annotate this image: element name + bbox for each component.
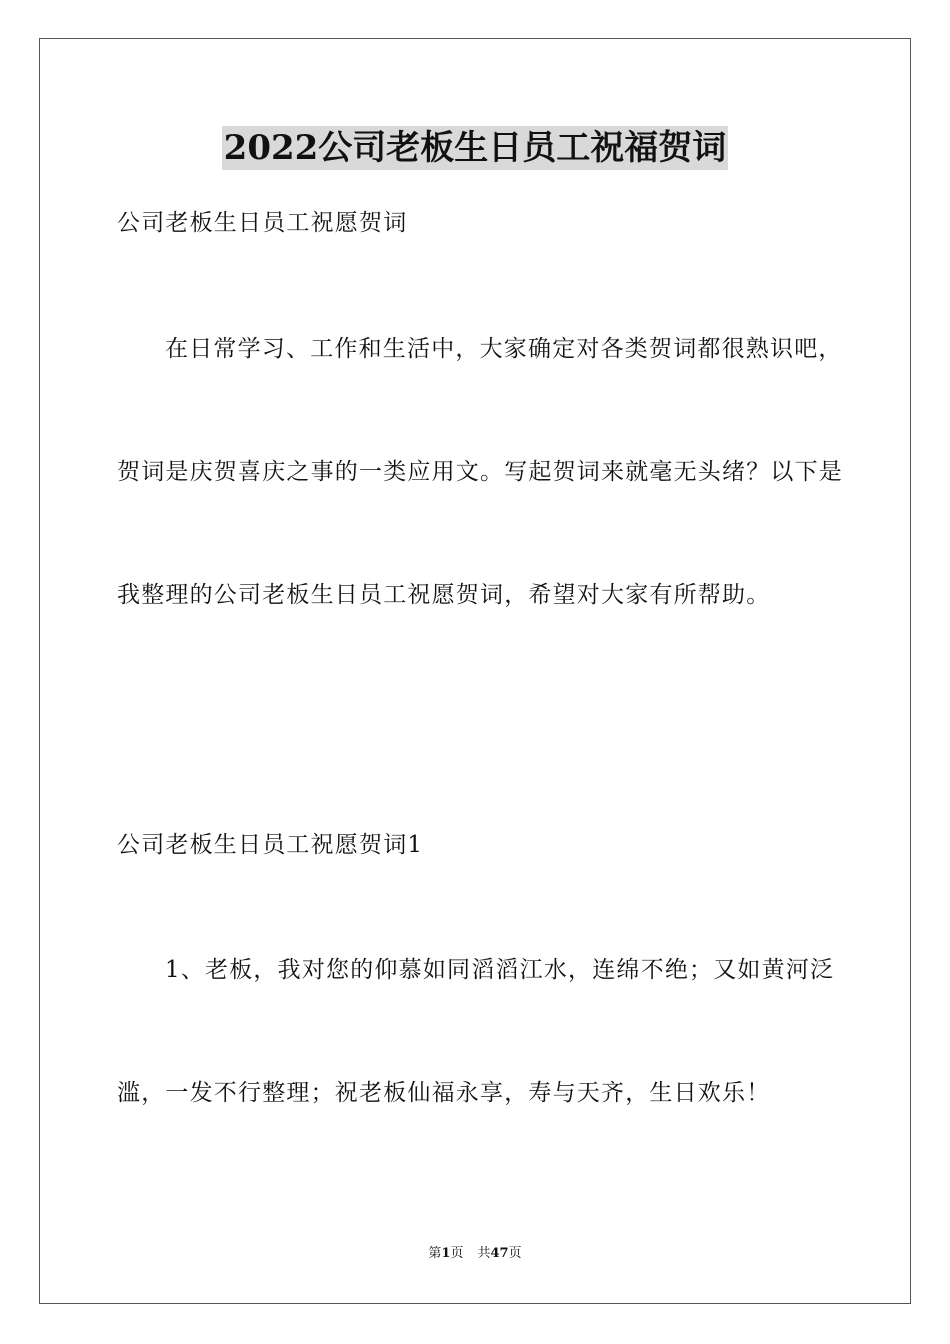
page-suffix: 页 (450, 1246, 464, 1261)
page-footer (0, 1245, 950, 1263)
page-prefix: 第 (428, 1246, 442, 1261)
document-title: 2022公司老板生日员工祝福贺词 (223, 128, 727, 168)
section-heading: 公司老板生日员工祝愿贺词1 (117, 832, 424, 858)
title-container (0, 126, 950, 170)
total-suffix: 页 (508, 1246, 522, 1261)
page-number: 1 (441, 1246, 451, 1261)
intro-line-1: 在日常学习、工作和生活中，大家确定对各类贺词都很熟识吧， (165, 336, 843, 362)
item-line-1: 1、老板，我对您的仰慕如同滔滔江水，连绵不绝；又如黄河泛 (165, 957, 835, 983)
total-prefix: 共 (477, 1246, 491, 1261)
document-subtitle: 公司老板生日员工祝愿贺词 (117, 210, 408, 236)
intro-line-2: 贺词是庆贺喜庆之事的一类应用文。写起贺词来就毫无头绪？以下是 (117, 459, 843, 485)
item-line-2: 滥，一发不行整理；祝老板仙福永享，寿与天齐，生日欢乐！ (117, 1080, 771, 1106)
total-pages: 47 (490, 1246, 509, 1261)
intro-line-3: 我整理的公司老板生日员工祝愿贺词，希望对大家有所帮助。 (117, 582, 771, 608)
